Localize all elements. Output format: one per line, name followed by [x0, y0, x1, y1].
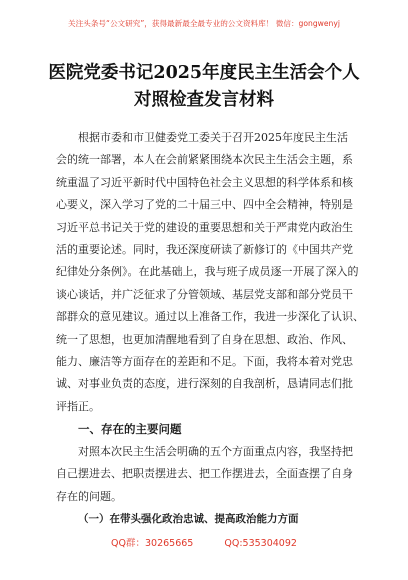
footer-qq: QQ:535304092: [224, 538, 297, 549]
header-note: 关注头条号“公文研究”，获得最新最全最专业的公文资料库！ 微信：gongwenyj: [68, 19, 340, 28]
section-paragraph: [56, 441, 356, 508]
footer-contact: [0, 535, 408, 549]
document-body: [56, 127, 364, 530]
text-line: 统重温了习近平新时代中国特色社会主义思想的科学体系和核: [56, 175, 353, 189]
text-line: 活的重要论述。同时，我还深度研读了新修订的《中国共产党: [56, 243, 353, 257]
document-title: [0, 60, 408, 114]
footer-qq-group: QQ群：30265665: [111, 538, 194, 549]
title-line-2: 对照检查发言材料: [134, 90, 274, 110]
text-line: 评指正。: [56, 399, 100, 413]
text-line: 诚、对事业负责的态度，进行深刻的自我剖析，恳请同志们批: [56, 377, 353, 391]
section-heading: 一、存在的主要问题: [78, 422, 182, 437]
text-line: 自己摆进去、把职责摆进去、把工作摆进去，全面查摆了自身: [56, 467, 353, 481]
text-line: 心要义，深入学习了党的二十届三中、四中全会精神，特别是: [56, 198, 353, 212]
subsection-heading: （一）在带头强化政治忠诚、提高政治能力方面: [78, 512, 299, 525]
text-line: 纪律处分条例》。在此基础上，我与班子成员逐一开展了深入的: [56, 265, 359, 279]
text-line: 统一了思想，也更加清醒地看到了自身在思想、政治、作风、: [56, 332, 353, 346]
text-line: 存在的问题。: [56, 489, 122, 503]
text-line: 根据市委和市卫健委党工委关于召开2025年度民主生活: [78, 131, 348, 144]
text-line: 部群众的意见建议。通过以上准备工作，我进一步深化了认识、: [56, 310, 364, 324]
text-line: 会的统一部署，本人在会前紧紧围绕本次民主生活会主题，系: [56, 153, 353, 167]
text-line: 谈心谈话，并广泛征求了分管领域、基层党支部和部分党员干: [56, 287, 353, 301]
text-line: 对照本次民主生活会明确的五个方面重点内容，我坚持把: [78, 444, 353, 458]
title-line-1: 医院党委书记2025年度民主生活会个人: [48, 63, 360, 83]
intro-paragraph: [56, 127, 364, 418]
text-line: 能力、廉洁等方面存在的差距和不足。下面，我将本着对党忠: [56, 355, 353, 369]
text-line: 习近平总书记关于党的建设的重要思想和关于严肃党内政治生: [56, 220, 353, 234]
